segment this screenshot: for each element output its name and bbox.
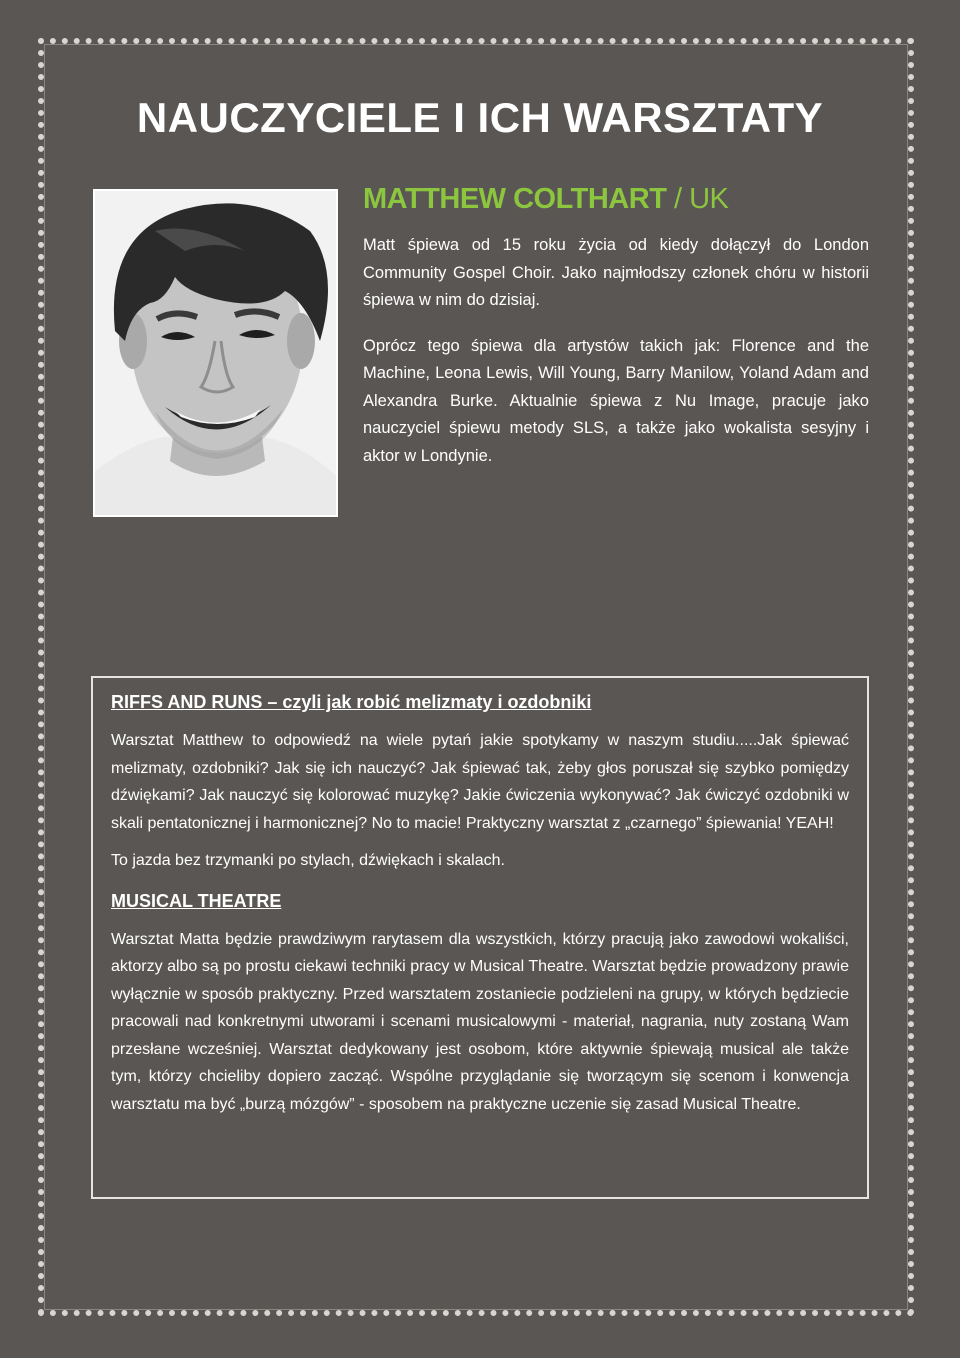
- page-title: NAUCZYCIELE I ICH WARSZTATY: [136, 94, 824, 141]
- teacher-name-text: MATTHEW COLTHART: [363, 183, 667, 215]
- workshop-paragraph: To jazda bez trzymanki po stylach, dźwiękach i skalach.: [111, 852, 505, 869]
- teacher-name: [363, 183, 728, 216]
- workshop-paragraph: Warsztat Matta będzie prawdziwym rarytasem dla wszystkich, którzy pracują jako zawodowi wokaliści, aktorzy albo są po prostu ciekawi techniki pracy w Musical Theatre. Warsztat będzie prowadzony prawie wyłącznie w sposób praktyczny. Przed warsztatem zostaniecie podzieleni na grupy, w których będziecie pracowali nad konkretnymi utworami i scenami musicalowymi - materiał, nagrania, nuty zostaną Wam przesłane wcześniej. Warsztat dedykowany jest osobom, które aktywnie śpiewają musical ale także tym, którzy chcieliby dopiero zacząć. Wspólne przyglądanie się tworzącym się scenom i konwencja warsztatu ma być „burzą mózgów” - sposobem na praktyczne uczenie się zasad Musical Theatre.: [111, 930, 849, 1113]
- bio-paragraph: Oprócz tego śpiewa dla artystów takich jak: Florence and the Machine, Leona Lewis, Will Young, Barry Manilow, Yoland Adam and Alexandra Burke. Aktualnie śpiewa z Nu Image, pracuje jako nauczyciel śpiewu metody SLS, a także jako wokalista sesyjny i aktor w Londynie.: [363, 336, 869, 465]
- teacher-bio: [363, 232, 869, 488]
- portrait-image: [95, 191, 336, 515]
- workshop-paragraph: Warsztat Matthew to odpowiedź na wiele pytań jakie spotykamy w naszym studiu.....Jak śpiewać melizmaty, ozdobniki? Jak się ich nauczyć? Jak śpiewać tak, żeby głos poruszał się szybko pomiędzy dźwiękami? Jak nauczyć się kolorować muzykę? Jakie ćwiczenia wykonywać? Jak ćwiczyć ozdobniki w skali pentatonicznej i harmonicznej? No to macie! Praktyczny warsztat z „czarnego” śpiewania! YEAH!: [111, 732, 849, 832]
- teacher-photo: [93, 189, 338, 517]
- workshops-box: [91, 676, 869, 1199]
- bio-paragraph: Matt śpiewa od 15 roku życia od kiedy dołączył do London Community Gospel Choir. Jako najmłodszy członek chóru w historii śpiewa w nim do dzisiaj.: [363, 236, 869, 309]
- teacher-country: / UK: [666, 183, 729, 215]
- workshop-heading-riffs: RIFFS AND RUNS – czyli jak robić melizmaty i ozdobniki: [111, 692, 592, 712]
- workshop-heading-musical: MUSICAL THEATRE: [111, 890, 282, 911]
